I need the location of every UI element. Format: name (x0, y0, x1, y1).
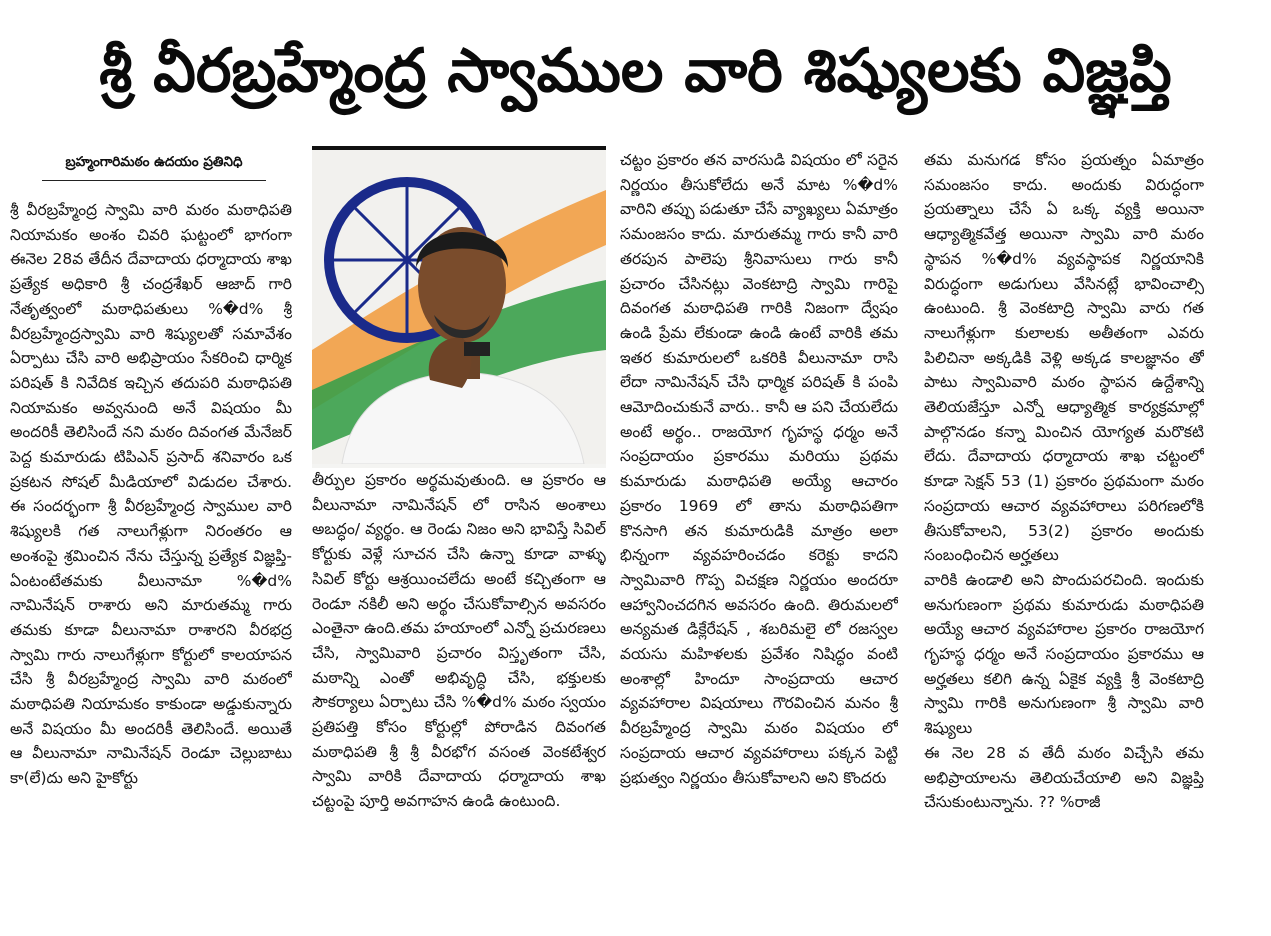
news-photo (312, 146, 606, 468)
column-text: శ్రీ వీరబ్రహ్మేంద్ర స్వామి వారి మఠం మఠాధిపతి నియామకం అంశం చివరి ఘట్టంలో భాగంగా ఈనెల 28వ తేదీన దేవాదాయ ధర్మాదాయ శాఖ ప్రత్యేక అధికారి శ్రీ చంద్రశేఖర్ ఆజాద్ గారి నేతృత్వంలో మఠాధిపతులు %�d% శ్రీ వీరబ్రహ్మేంద్రస్వామి వారి శిష్యులతో సమావేశం ఏర్పాటు చేసి వారి అభిప్రాయం సేకరించి ధార్మిక పరిషత్ కి నివేదిక ఇచ్చిన తదుపరి మఠాధిపతి నియామకం అవ్వనుంది అనే విషయం మీ అందరికీ తెలిసిందే నని మఠం దివంగత మేనేజర్ పెద్ద కుమారుడు టిపిఎన్ ప్రసాద్ శనివారం ఒక ప్రకటన సోషల్ మీడియాలో విడుదల చేశారు. ఈ సందర్భంగా శ్రీ వీరబ్రహ్మేంద్ర స్వాముల వారి శిష్యులకి గత నాలుగేళ్లుగా నిరంతరం ఆ అంశంపై శ్రమించిన నేను చేస్తున్న ప్రత్యేక విజ్ఞప్తి- ఏంటంటేతమకు వీలునామా %�d% నామినేషన్ రాశారు అని మారుతమ్మ గారు తమకు కూడా వీలునామా రాశారని వీరభద్ర స్వామి గారు నాలుగేళ్లుగా కోర్టులో కాలయాపన చేసి శ్రీ వీరబ్రహ్మేంద్ర స్వామి వారి మఠంలో మఠాధిపతి నియామకం కాకుండా అడ్డుకున్నారు అనే విషయం మీ అందరికీ తెలిసిందే. అయితే ఆ వీలునామా నామినేషన్ రెండూ చెల్లుబాటు కా(లే)దు అని హైకోర్టు (10, 201, 292, 788)
article-column-2 (312, 468, 606, 920)
column-text: ఈ నెల 28 వ తేదీ మఠం విచ్చేసి తమ అభిప్రాయాలను తెలియచేయాలి అని విజ్ఞప్తి చేసుకుంటున్నాను. ?? %రాజీ (924, 743, 1204, 812)
article-column-1 (10, 198, 292, 922)
column-text: తమ మనుగడ కోసం ప్రయత్నం ఏమాత్రం సమంజసం కాదు. అందుకు విరుద్ధంగా ప్రయత్నాలు చేసే ఏ ఒక్క వ్యక్తి అయినా ఆధ్యాత్మికవేత్త అయినా స్వామి వారి మఠం స్థాపన %�d% వ్యవస్థాపక నిర్ణయానికి విరుద్ధంగా అడుగులు వేసినట్లే భావించాల్సి ఉంటుంది. శ్రీ వెంకటాద్రి స్వామి వారు గత నాలుగేళ్లుగా కులాలకు అతీతంగా ఎవరు పిలిచినా అక్కడికి వెళ్లి అక్కడ కాలజ్ఞానం తో పాటు స్వామివారి మఠం స్థాపన ఉద్దేశాన్ని తెలియజేస్తూ ఎన్నో ఆధ్యాత్మిక కార్యక్రమాల్లో పాల్గొనడం కన్నా మించిన యోగ్యత మరొకటి లేదు. దేవాదాయ ధర్మాదాయ శాఖ చట్టంలో కూడా సెక్షన్ 53 (1) ప్రకారం ప్రథమంగా మఠం సంప్రదాయ ఆచార వ్యవహారాలు పరిగణలోకి తీసుకోవాలని, 53(2) ప్రకారం అందుకు సంబంధించిన అర్హతలు (924, 151, 1204, 565)
column-text: తీర్పుల ప్రకారం అర్థమవుతుంది. ఆ ప్రకారం ఆ వీలునామా నామినేషన్ లో రాసిన అంశాలు అబద్ధం/ వ్యర్థం. ఆ రెండు నిజం అని భావిస్తే సివిల్ కోర్టుకు వెళ్లే సూచన చేసి ఉన్నా కూడా వాళ్ళు సివిల్ కోర్టు ఆశ్రయించలేదు అంటే కచ్చితంగా ఆ రెండూ నకిలీ అని అర్థం చేసుకోవాల్సిన అవసరం ఎంతైనా ఉంది.తమ హయాంలో ఎన్నో ప్రచురణలు చేసి, స్వామివారి ప్రచారం విస్తృతంగా చేసి, మఠాన్ని ఎంతో అభివృద్ధి చేసి, భక్తులకు సౌకర్యాలు ఏర్పాటు చేసి %�d% మఠం స్వయం ప్రతిపత్తి కోసం కోర్టుల్లో పోరాడిన దివంగత మఠాధిపతి శ్రీ శ్రీ వీరభోగ వసంత వెంకటేశ్వర స్వామి వారికి దేవాదాయ ధర్మాదాయ శాఖ చట్టంపై పూర్తి అవగాహన ఉండి ఉంటుంది. (312, 471, 606, 811)
headline: శ్రీ వీరబ్రహ్మేంద్ర స్వాముల వారి శిష్యులకు విజ్ఞప్తి (99, 36, 1172, 106)
article-column-3 (620, 148, 898, 920)
column-text: వారికి ఉండాలి అని పొందుపరచింది. ఇందుకు అనుగుణంగా ప్రథమ కుమారుడు మఠాధిపతి అయ్యే ఆచార వ్యవహారాల ప్రకారం రాజయోగ గృహస్థ ధర్మం అనే సంప్రదాయం ప్రకారము ఆ అర్హతలు కలిగి ఉన్న ఏకైక వ్యక్తి శ్రీ వెంకటాద్రి స్వామి గారికి అనుగుణంగా శ్రీ స్వామి వారి శిష్యులు (924, 570, 1204, 738)
article-column-4 (924, 148, 1204, 920)
column-text: చట్టం ప్రకారం తన వారసుడి విషయం లో సరైన నిర్ణయం తీసుకోలేదు అనే మాట %�d% వారిని తప్పు పడుతూ చేసే వ్యాఖ్యలు ఏమాత్రం సమంజసం కాదు. మారుతమ్మ గారు కానీ వారి తరపున పాలెపు శ్రీనివాసులు గారు కానీ ప్రచారం చేసినట్లు వెంకటాద్రి స్వామి గారిపై దివంగత మఠాధిపతి గారికి నిజంగా ద్వేషం ఉండి ప్రేమ లేకుండా ఉండి ఉంటే వారికి తమ ఇతర కుమారులలో ఒకరికి వీలునామా రాసి లేదా నామినేషన్ చేసి ధార్మిక పరిషత్ కి పంపి ఆమోదించుకునే వారు.. కానీ ఆ పని చేయలేదు అంటే అర్థం.. రాజయోగ గృహస్థ ధర్మం అనే సంప్రదాయం ప్రకారము మరియు ప్రథమ కుమారుడు మఠాధిపతి అయ్యే ఆచారం ప్రకారం 1969 లో తాను మఠాధిపతిగా కొనసాగి తన కుమారుడికి మాత్రం అలా భిన్నంగా వ్యవహరించడం కరెక్టు కాదని స్వామివారి గొప్ప విచక్షణ నిర్ణయం అందరూ ఆహ్వానించదగిన అవసరం ఉంది. తిరుమలలో అన్యమత డిక్లేరేషన్ , శబరిమలై లో రజస్వల వయసు మహిళలకు ప్రవేశం నిషిద్ధం వంటి అంశాల్లో హిందూ సాంప్రదాయ ఆచార వ్యవహారాల విషయాలు గౌరవించిన మనం శ్రీ వీరబ్రహ్మేంద్ర స్వామి మఠం విషయం లో సంప్రదాయ ఆచార వ్యవహారాలు పక్కన పెట్టి ప్రభుత్వం నిర్ణయం తీసుకోవాలని అని కొందరు (620, 151, 898, 787)
byline: బ్రహ్మంగారిమఠం ఉదయం ప్రతినిధి (42, 150, 266, 181)
